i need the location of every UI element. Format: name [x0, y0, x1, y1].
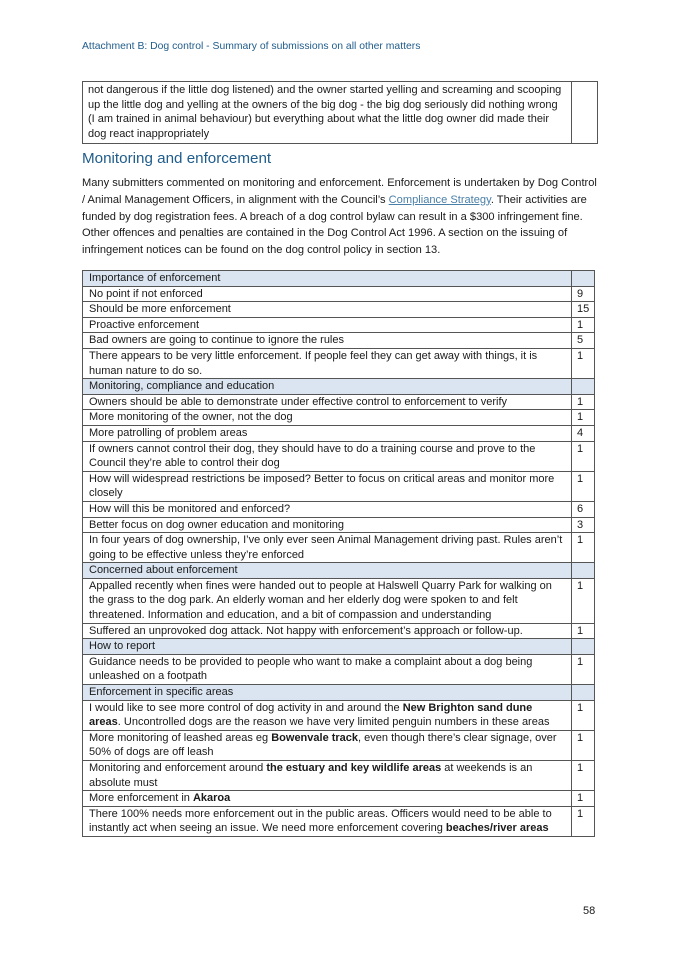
- submission-count: 9: [572, 286, 595, 302]
- page-number: 58: [583, 905, 596, 917]
- submission-text: [83, 761, 572, 791]
- submission-count: [572, 271, 595, 287]
- submission-text-part: , even though there’s clear signage, over 50% of dogs are off leash: [89, 731, 557, 759]
- page-header: Attachment B: Dog control - Summary of submissions on all other matters: [82, 41, 421, 52]
- submission-text: More patrolling of problem areas: [83, 425, 572, 441]
- submissions-table-body: [83, 271, 595, 837]
- submission-text: [83, 806, 572, 836]
- table-row: [83, 286, 595, 302]
- submission-text-part: I would like to see more control of dog activity in and around the: [89, 701, 403, 714]
- submission-count: 1: [572, 806, 595, 836]
- submission-count: 1: [572, 410, 595, 426]
- table-row: [83, 501, 595, 517]
- section-title: Monitoring and enforcement: [82, 150, 272, 167]
- submission-text: There appears to be very little enforcement. If people feel they can get away with things, it is human nature to do so.: [83, 348, 572, 378]
- table-row: [83, 517, 595, 533]
- submission-text-part: More enforcement in: [89, 792, 193, 805]
- submission-count: [572, 639, 595, 655]
- submission-text: Proactive enforcement: [83, 317, 572, 333]
- submission-count: 1: [572, 533, 595, 563]
- submission-count: 4: [572, 425, 595, 441]
- table-row: [83, 791, 595, 807]
- submission-text: Bad owners are going to continue to ignore the rules: [83, 333, 572, 349]
- submission-count: [572, 685, 595, 701]
- category-header-row: [83, 563, 595, 579]
- submission-count: 1: [572, 317, 595, 333]
- submission-count: 1: [572, 471, 595, 501]
- submission-text: Guidance needs to be provided to people who want to make a complaint about a dog being unleashed on a footpath: [83, 654, 572, 684]
- intro-paragraph: [82, 175, 602, 259]
- table-row: [83, 761, 595, 791]
- highlighted-location: the estuary and key wildlife areas: [266, 762, 442, 774]
- submission-text-part: There 100% needs more enforcement out in the public areas. Officers would need to be able to instantly act when seeing an issue. We need more enforcement covering: [89, 807, 552, 835]
- submission-text: [83, 700, 572, 730]
- submission-count: 5: [572, 333, 595, 349]
- table-row: [83, 700, 595, 730]
- highlighted-location: beaches/river areas: [445, 822, 549, 835]
- submissions-table: [82, 270, 595, 837]
- submission-text: How will this be monitored and enforced?: [83, 501, 572, 517]
- submission-count: [572, 379, 595, 395]
- category-title: Concerned about enforcement: [83, 563, 572, 579]
- table-row: [83, 82, 598, 144]
- submission-count: 1: [572, 730, 595, 760]
- submission-count: 3: [572, 517, 595, 533]
- table-row: [83, 410, 595, 426]
- submission-text: No point if not enforced: [83, 286, 572, 302]
- category-title: Monitoring, compliance and education: [83, 379, 572, 395]
- submission-text: not dangerous if the little dog listened) and the owner started yelling and screaming and scooping up the little dog and yelling at the owners of the big dog - the big dog seriously did nothing wrong (I am trained in animal behaviour) but everything about what the little dog owner did made their dog react inappropriately: [83, 82, 572, 144]
- submission-count: [572, 563, 595, 579]
- category-title: Enforcement in specific areas: [83, 685, 572, 701]
- submission-text: More monitoring of the owner, not the dog: [83, 410, 572, 426]
- intro-text-continued: . Their activities are funded by dog registration fees. A breach of a dog control bylaw can result in a $300 infringement fine. Other offences and penalties are contained in the Dog Control Act 1996. A section on the issuing of infringement notices can be found on the dog control policy in section 13.: [82, 193, 587, 257]
- submission-count: [572, 82, 598, 144]
- category-title: Importance of enforcement: [83, 271, 572, 287]
- submission-count: 1: [572, 761, 595, 791]
- table-row: [83, 654, 595, 684]
- submission-text: Owners should be able to demonstrate under effective control to enforcement to verify: [83, 394, 572, 410]
- submission-text: Better focus on dog owner education and monitoring: [83, 517, 572, 533]
- highlighted-location: New Brighton sand dune areas: [89, 701, 533, 729]
- highlighted-location: Akaroa: [192, 792, 231, 805]
- table-row: [83, 394, 595, 410]
- highlighted-location: Bowenvale track: [271, 731, 359, 744]
- submission-text: Should be more enforcement: [83, 302, 572, 318]
- submission-text: [83, 730, 572, 760]
- category-header-row: [83, 685, 595, 701]
- table-row: [83, 317, 595, 333]
- category-header-row: [83, 639, 595, 655]
- submission-count: 1: [572, 791, 595, 807]
- submission-count: 6: [572, 501, 595, 517]
- submission-count: 1: [572, 348, 595, 378]
- submission-count: 1: [572, 700, 595, 730]
- submission-count: 1: [572, 623, 595, 639]
- table-row: [83, 425, 595, 441]
- intro-text: Many submitters commented on monitoring and enforcement. Enforcement is undertaken by Dog Control / Animal Management Officers, in alignment with the Council’s: [82, 177, 597, 206]
- table-row: [83, 623, 595, 639]
- submission-text-part: More monitoring of leashed areas eg: [89, 731, 272, 744]
- table-row: [83, 348, 595, 378]
- submission-text: How will widespread restrictions be imposed? Better to focus on critical areas and monitor more closely: [83, 471, 572, 501]
- submission-count: 15: [572, 302, 595, 318]
- table-row: [83, 533, 595, 563]
- table-row: [83, 333, 595, 349]
- category-header-row: [83, 271, 595, 287]
- table-row: [83, 730, 595, 760]
- compliance-strategy-link[interactable]: Compliance Strategy: [388, 193, 491, 206]
- submission-text: Appalled recently when fines were handed out to people at Halswell Quarry Park for walking on the grass to the dog park. An elderly woman and her elderly dog were spoken to and felt threatened. Information and education, and a bit of compassion and understanding: [83, 578, 572, 623]
- category-title: How to report: [83, 639, 572, 655]
- submission-text-part: . Uncontrolled dogs are the reason we have very limited penguin numbers in these areas: [117, 716, 550, 729]
- submission-count: 1: [572, 394, 595, 410]
- submission-text-part: at weekends is an absolute must: [89, 762, 533, 789]
- submission-count: 1: [572, 578, 595, 623]
- submission-text: Suffered an unprovoked dog attack. Not happy with enforcement’s approach or follow-up.: [83, 623, 572, 639]
- submission-text: [83, 791, 572, 807]
- submission-count: 1: [572, 654, 595, 684]
- submission-text: If owners cannot control their dog, they should have to do a training course and prove to the Council they’re able to control their dog: [83, 441, 572, 471]
- table-row: [83, 441, 595, 471]
- submission-text: In four years of dog ownership, I’ve only ever seen Animal Management driving past. Rules aren’t going to be effective unless they’re enforced: [83, 533, 572, 563]
- table-row: [83, 806, 595, 836]
- continuation-table: [82, 81, 598, 144]
- table-row: [83, 578, 595, 623]
- submission-count: 1: [572, 441, 595, 471]
- table-row: [83, 302, 595, 318]
- submission-text-part: Monitoring and enforcement around: [89, 762, 267, 774]
- table-row: [83, 471, 595, 501]
- category-header-row: [83, 379, 595, 395]
